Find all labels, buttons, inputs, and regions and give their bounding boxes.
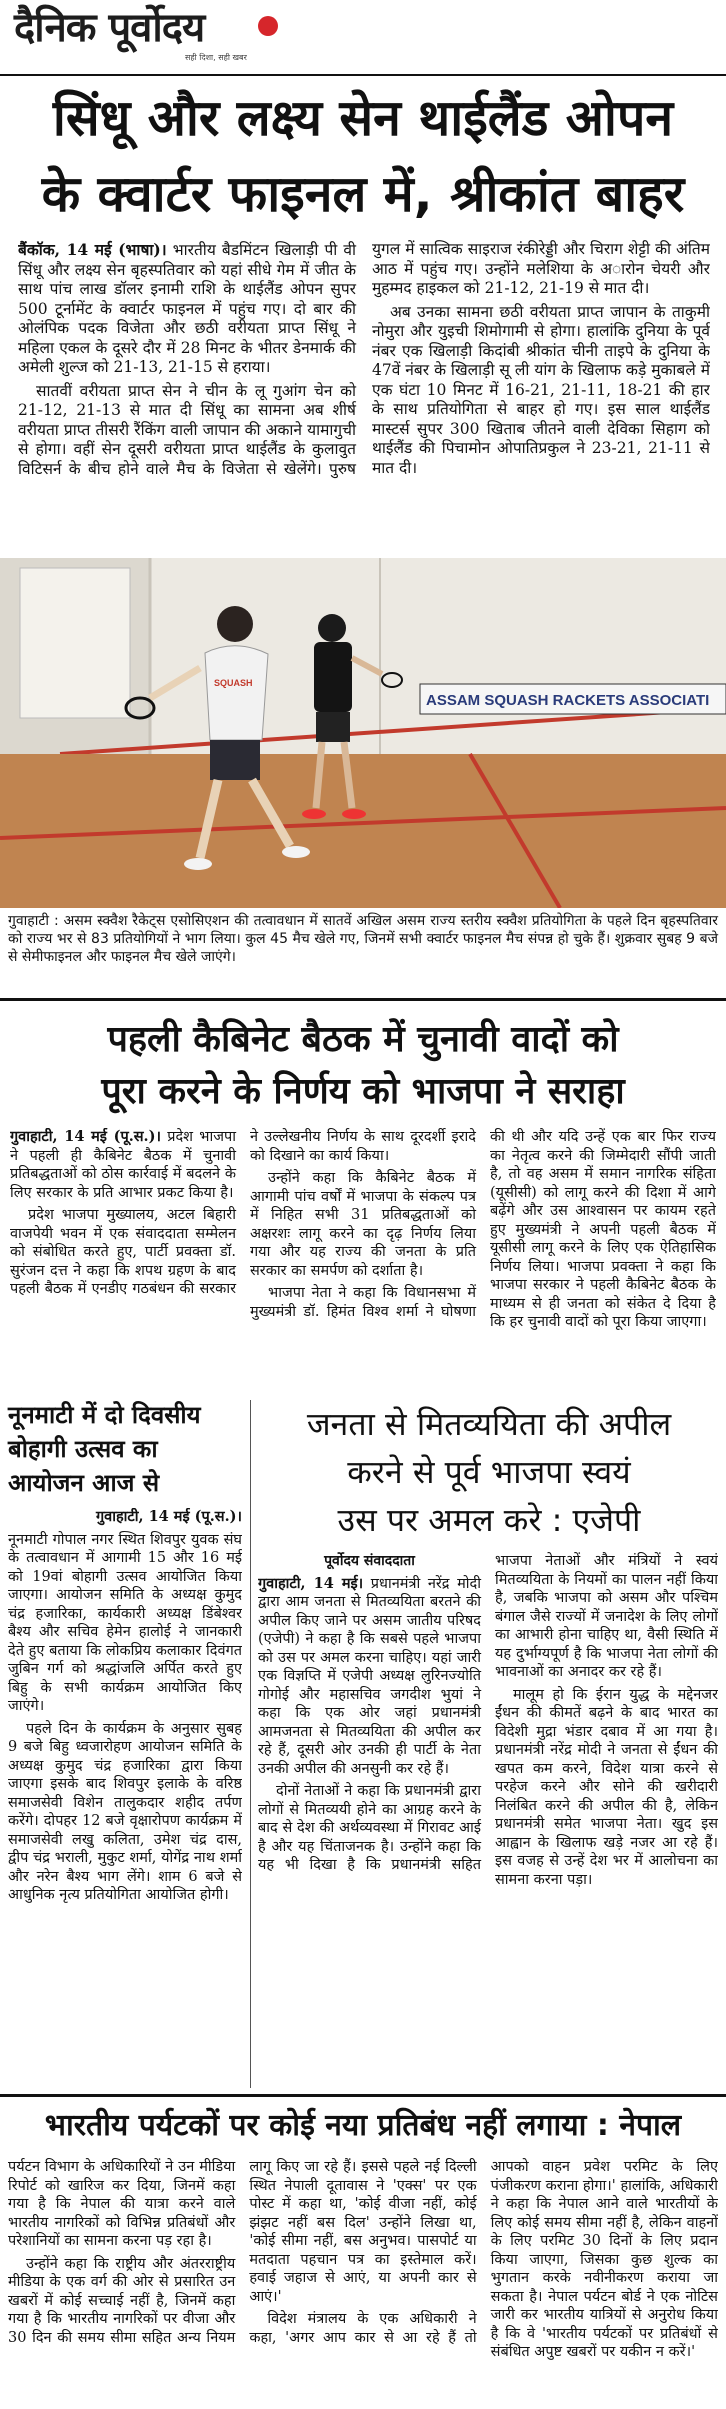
story3-paragraph: पहले दिन के कार्यक्रम के अनुसार सुबह 9 बजे बिहु ध्वजारोहण आयोजन समिति के अध्यक्ष कुमुद चंद्र हजारिका द्वारा किया जाएगा इसके बाद शिवपुर इलाके के वरिष्ठ समाजसेवी विशेन तालुकदार शहीद तर्पण करेंगे। दोपहर 12 बजे वृक्षारोपण कार्यक्रम में समाजसेवी लखु कलिता, उमेश चंद्र दास, द्वीप चंद्र भराली, मुकुट शर्मा, योगेंद्र नाथ शर्मा और नरेन बैश्य भाग लेंगे। शाम 6 बजे से आधुनिक नृत्य प्रतियोगिता आयोजित होगी। [8,1720,242,1903]
story4-byline: पूर्वोदय संवाददाता [324,1553,415,1569]
story1-paragraph: अब उनका सामना छठी वरीयता प्राप्त जापान के ताकुमी नोमुरा और युइची शिमोगामी से होगा। हालांकि दुनिया के पूर्व नंबर एक खिलाड़ी किदांबी श्रीकांत चीनी ताइपे के दुनिया के 47वें नंबर के खिलाड़ी सू ली यांग के खिलाफ कड़े मुकाबले में एक घंटा 10 मिनट में 16-21, 21-11, 18-21 की हार के साथ प्रतियोगिता से बाहर हो गए। इस साल थाईलैंड मास्टर्स सुपर 300 खिताब जीतने वाली देविका सिहाग को थाईलैंड की पिचामोन ओपातिप्रकुल ने 23-21, 21-11 से मात दी। [372,302,710,477]
story4-headline [258,1400,720,1544]
squash-court-photo [0,558,726,908]
story2-paragraph [10,1128,236,1202]
story5-headline-wrap [0,2102,726,2150]
story2-paragraph: उन्होंने कहा कि कैबिनेट बैठक में आगामी पांच वर्षों में भाजपा के संकल्प पत्र में निहित सभी 31 प्रतिबद्धताओं को अक्षरशः लागू करने का दृढ़ निर्णय लिया गया और यह राज्य की जनता के प्रति सरकार का समर्पण को दर्शाता है। [250,1170,476,1279]
story4-headline-line3: उस पर अमल करे : एजेपी [337,1501,641,1539]
photo-caption: गुवाहाटी : असम स्क्वैश रैकेट्स एसोसिएशन की तत्वावधान में सातवें अखिल असम राज्य स्तरीय स्क्वैश प्रतियोगिता के पहले दिन बृहस्पतिवार को राज्य भर से 83 प्रतियोगियों ने भाग लिया। कुल 45 मैच खेले गए, जिनमें सभी क्वार्टर फाइनल मैच संपन्न हो चुके हैं। शुक्रवार सुबह 9 बजे से सेमीफाइनल और फाइनल मैच खेले जाएंगे। [8,913,718,965]
story2-body [10,1128,716,1396]
story5-paragraph: विदेश मंत्रालय के एक अधिकारी ने कहा, 'अगर आप कार से आ रहे हैं तो आपको वाहन प्रवेश परमिट के लिए पंजीकरण कराना होगा।' हालांकि, अधिकारी ने कहा कि नेपाल आने वाले भारतीयों के लिए कोई समय सीमा नहीं है, लेकिन वाहनों के लिए परमिट 30 दिनों के लिए प्रदान किया जाएगा, जिसका कुछ शुल्क का भुगतान करके नवीनीकरण कराया जा सकता है। नेपाल पर्यटन बोर्ड ने एक नोटिस जारी कर भारतीय यात्रियों से अनुरोध किया है कि वे 'भारतीय पर्यटकों पर प्रतिबंधों से संबंधित अपुष्ट खबरों पर यकीन न करें।' [249,2159,718,2360]
story4-paragraph: मालूम हो कि ईरान युद्ध के मद्देनजर ईंधन की कीमतें बढ़ने के बाद भारत का विदेशी मुद्रा भंडार दबाव में आ गया है। प्रधानमंत्री नरेंद्र मोदी ने जनता से ईंधन की खपत कम करने, विदेश यात्रा करने से परहेज करने और सोने की खरीदारी निलंबित करने की अपील की है, लेकिन प्रधानमंत्री समेत भाजपा नेता। खुद इस आह्वान के खिलाफ खड़े नजर आ रहे हैं। इस वजह से उन्हें देश भर में आलोचना का सामना करना पड़ा। [495,1686,718,1888]
story4-byline-para [258,1552,481,1571]
story1-paragraph [18,240,356,378]
story1-dateline: बैंकॉक, 14 मई (भाषा)। [18,240,167,259]
story4-headline-line2: करने से पूर्व भाजपा स्वयं [347,1453,631,1491]
player-shirt-text: SQUASH [214,678,253,688]
story3-paragraph: नूनमाटी गोपाल नगर स्थित शिवपुर युवक संघ के तत्वावधान में आगामी 15 और 16 मई को 19वां बोहागी उत्सव आयोजित किया जाएगा। आयोजन समिति के अध्यक्ष कुमुद चंद्र हजारिका, कार्यकारी अध्यक्ष डिंबेश्वर बैश्य और सचिव हेमेन हालोई ने जानकारी देते हुए बताया कि लोकप्रिय कलाकार दिवंगत जुबिन गर्ग को श्रद्धांजलि अर्पित करते हुए बिहु के सभी कार्यक्रम आयोजित किए जाएंगे। [8,1531,242,1714]
story5-body [8,2158,718,2404]
story3 [8,1398,244,1500]
story2-headline-line2: पूरा करने के निर्णय को भाजपा ने सराहा [101,1071,625,1112]
column-divider [250,1400,251,2088]
story5-headline: भारतीय पर्यटकों पर कोई नया प्रतिबंध नहीं लगाया : नेपाल [44,2108,682,2143]
story2-headline [0,1014,726,1118]
newspaper-logo: दैनिक पूर्वोदय [14,5,205,51]
story3-headline-line1: नूनमाटी में दो दिवसीय [8,1401,201,1429]
story4-body [258,1552,718,2088]
masthead-rule [0,74,726,76]
story1-body [18,240,710,548]
logo-sun-icon [258,16,278,36]
story1-paragraph-text: भारतीय बैडमिंटन खिलाड़ी पी वी सिंधू और लक्ष्य सेन बृहस्पतिवार को यहां सीधे गेम में जीत के साथ पांच लाख डॉलर इनामी राशि के थाईलैंड ओपन सुपर 500 टूर्नामेंट के क्वार्टर फाइनल में पहुंच गए। दो बार की ओलंपिक पदक विजेता और छठी वरीयता प्राप्त सिंधू ने महिला एकल के दूसरे दौर में 28 मिनट के भीतर डेनमार्क की अमेली शुल्ज को 21-13, 21-15 से हराया। [18,241,356,376]
story2-headline-line1: पहली कैबिनेट बैठक में चुनावी वादों को [107,1019,619,1060]
photo-banner-text: ASSAM SQUASH RACKETS ASSOCIATI [426,692,710,709]
story3-body [8,1508,242,2088]
story3-headline-line3: आयोजन आज से [8,1469,160,1497]
masthead [0,0,726,82]
story1-headline-line1: सिंधू और लक्ष्य सेन थाईलैंड ओपन [52,89,674,147]
story2-paragraph: भाजपा नेता ने कहा कि विधानसभा में मुख्यमंत्री डॉ. हिमंत विश्व शर्मा ने घोषणा की थी और यदि उन्हें एक बार फिर राज्य का नेतृत्व करने की जिम्मेदारी सौंपी जाती है, तो वह असम में समान नागरिक संहिता (यूसीसी) को लागू करने की दिशा में आगे बढ़ेंगे और उस आश्वासन पर कायम रहते हुए मुख्यमंत्री ने अपनी पहली बैठक में यूसीसी लागू करने के लिए एक ऐतिहासिक निर्णय लिया। भाजपा प्रवक्ता ने कहा कि भाजपा सरकार ने पहली कैबिनेट बैठक के माध्यम से ही जनता को संकेत दे दिया है कि हर चुनावी वादों को पूरा किया जाएगा। [250,1129,716,1330]
newspaper-tagline: सही दिशा, सही खबर [185,53,247,62]
story3-headline-line2: बोहागी उत्सव का [8,1435,158,1463]
story2-paragraph-text: प्रदेश भाजपा ने पहली ही कैबिनेट बैठक में चुनावी प्रतिबद्धताओं को ठोस कार्रवाई में बदलने के लिए सरकार के प्रति आभार प्रकट किया है। [10,1129,237,1201]
story5-paragraph: पर्यटन विभाग के अधिकारियों ने उन मीडिया रिपोर्ट को खारिज कर दिया, जिनमें कहा गया है कि नेपाल की यात्रा करने वाले भारतीय नागरिकों को विभिन्न प्रतिबंधों और परेशानियों का सामना करना पड़ रहा है। [8,2159,236,2249]
story1-headline [0,80,726,232]
story3-dateline-para [8,1508,242,1527]
story4-headline-line1: जनता से मितव्ययिता की अपील [306,1405,672,1443]
story4-paragraph [258,1575,481,1779]
section-rule [0,998,726,1001]
story4-paragraph: दोनों नेताओं ने कहा कि प्रधानमंत्री द्वारा लोगों से मितव्ययी होने का आग्रह करने के बाद से देश की अर्थव्यवस्था में गिरावट आई है और यह चिंताजनक है। उन्होंने कहा कि यह भी दिखा है कि प्रधानमंत्री सहित भाजपा नेताओं और मंत्रियों ने स्वयं मितव्ययिता के नियमों का पालन नहीं किया है, जबकि भाजपा को असम और पश्चिम बंगाल जैसे राज्यों में जनादेश के लिए लोगों का आभारी होना चाहिए था, वैसी स्थिति में यह दुर्भाग्यपूर्ण है कि भाजपा नेता लोगों की भावनाओं का अनादर कर रहे हैं। [258,1553,718,1873]
story1-headline-line2: के क्वार्टर फाइनल में, श्रीकांत बाहर [41,165,685,223]
squash-photo-illustration [0,558,726,908]
story4-paragraph-text: प्रधानमंत्री नरेंद्र मोदी द्वारा आम जनता से मितव्ययिता बरतने की अपील किए जाने पर असम जातीय परिषद (एजेपी) ने कहा है कि सबसे पहले भाजपा को उस पर अमल करना चाहिए। यहां जारी एक विज्ञप्ति में एजेपी अध्यक्ष लुरिनज्योति गोगोई और महासचिव जगदीश भुयां ने कहा कि एक ओर जहां प्रधानमंत्री आमजनता से मितव्ययिता की अपील कर रहे हैं, दूसरी ओर उनकी ही पार्टी के नेता उनकी अपील की अनसुनी कर रहे हैं। [258,1575,482,1777]
story5-paragraph: उन्होंने कहा कि राष्ट्रीय और अंतरराष्ट्रीय मीडिया के एक वर्ग की ओर से प्रसारित उन खबरों में कोई सच्चाई नहीं है, जिनमें कहा गया है कि भारतीय नागरिकों पर वीजा और 30 दिन की समय सीमा सहित अन्य नियम लागू किए जा रहे हैं। इससे पहले नई दिल्ली स्थित नेपाली दूतावास ने 'एक्स' पर एक पोस्ट में कहा था, 'कोई वीजा नहीं, कोई झंझट नहीं बस दिल' उन्होंने लिखा था, 'कोई सीमा नहीं, बस अनुभव। पासपोर्ट या मतदाता पहचान पत्र का इस्तेमाल करें। हवाई जहाज से आएं, या अपनी कार से आएं।' [8,2159,477,2346]
story4-dateline: गुवाहाटी, 14 मई। [258,1574,364,1592]
story2-dateline: गुवाहाटी, 14 मई (पू.स.)। [10,1128,161,1145]
story1-paragraph: सातवीं वरीयता प्राप्त सेन ने चीन के लू गुआंग चेन को 21-12, 21-13 से मात दी सिंधू का सामना अब शीर्ष वरीयता प्राप्त तीसरी रैंकिंग वाली जापान की अकाने यामागुची से होगा। वहीं सेन दूसरी वरीयता प्राप्त थाईलैंड के कुलावुत विटिसर्न के बीच होने वाले मैच के विजेता से खेलेंगे। पुरुष युगल में सात्विक साइराज रंकीरेड्डी और चिराग शेट्टी की अंतिम आठ में पहुंच गए। उन्होंने मलेशिया के अारोन चेयरी और मुहम्मद हाइकल को 21-12, 21-19 से मात दी। [18,240,710,478]
story2-paragraph: प्रदेश भाजपा मुख्यालय, अटल बिहारी वाजपेयी भवन में एक संवाददाता सम्मेलन को संबोधित करते हुए, पार्टी प्रवक्ता डॉ. सुरंजन दत्त ने कहा कि शपथ ग्रहण के बाद पहली बैठक में एनडीए गठबंधन की सरकार ने उल्लेखनीय निर्णय के साथ दूरदर्शी इरादे को दिखाने का कार्य किया। [10,1129,476,1297]
story3-dateline: गुवाहाटी, 14 मई (पू.स.)। [95,1508,242,1525]
section-rule [0,2094,726,2097]
